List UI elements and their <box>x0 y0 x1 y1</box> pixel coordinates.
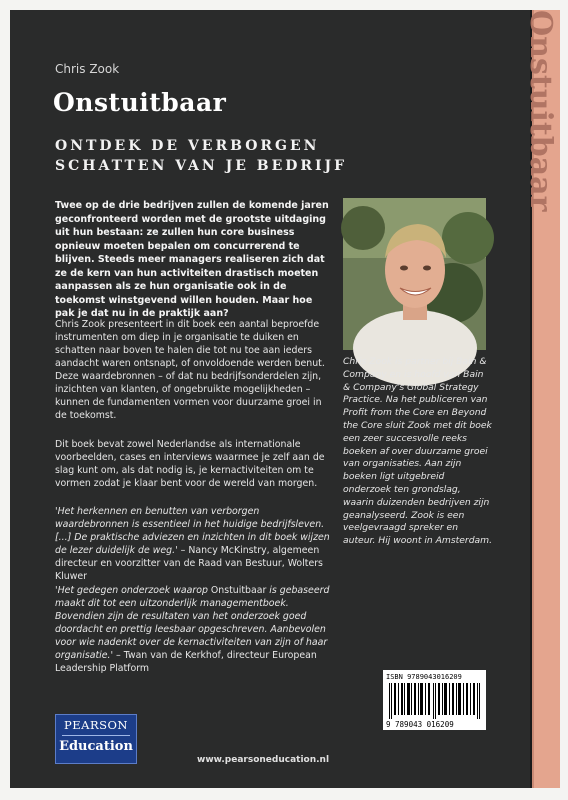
intro-paragraph: Twee op de drie bedrijven zullen de komende jaren geconfronteerd worden met de grootste uitdaging uit hun bestaan: ze zullen hun core business opnieuw moeten bepalen om concurrerend te blijven. Steeds meer managers realiseren zich dat ze de kern van hun activiteiten drastisch moeten aanpassen als ze hun organisatie ook in de toekomst winstgevend willen houden. Maar hoe pak je dat nu in de praktijk aan? <box>55 200 329 319</box>
description-paragraph: Chris Zook presenteert in dit boek een aantal beproefde instrumenten om diep in je organisatie te duiken en schatten naar boven te halen die tot nu toe aan ieders aandacht waren ontsnapt, of onvoldoende werden benut. Deze waardebronnen – of dat nu bedrijfsonderdelen zijn, inzichten van klanten, of ongebruikte mogelijkheden – kunnen de fundamenten vormen voor duurzame groei in de toekomst. <box>55 319 325 421</box>
pearson-logo-top: PEARSON <box>64 718 128 732</box>
pearson-logo <box>55 714 137 764</box>
isbn-label: ISBN 9789043016209 <box>386 673 462 681</box>
pearson-logo-bottom: Education <box>59 739 133 754</box>
book-subtitle <box>55 136 347 176</box>
barcode <box>383 670 486 730</box>
quote-book-title: Onstuitbaar <box>210 585 267 596</box>
subtitle-line-1: ONTDEK DE VERBORGEN <box>55 138 320 154</box>
author-bio: Chris Zook is partner bij Bain & Company en is hoofd van Bain & Company's Global Strategy Practice. Na het publiceren van Profit from the Core en Beyond the Core sluit Zook met dit boek een zeer succesvolle reeks boeken af over duurzame groei van organisaties. Aan zijn boeken ligt uitgebreid onderzoek ten grondslag, waarin duizenden bedrijven zijn geanalyseerd. Zook is een veelgevraagd spreker en auteur. Hij woont in Amsterdam. <box>343 356 493 547</box>
author-photo <box>343 198 486 350</box>
quote-attribution: – Twan van de Kerkhof, directeur European Leadership Platform <box>55 650 317 674</box>
quote-kerkhof <box>55 584 330 675</box>
author-portrait-illustration <box>343 198 486 350</box>
examples-paragraph: Dit boek bevat zowel Nederlandse als internationale voorbeelden, cases en interviews waarmee je zelf aan de slag kunt om, als dat nodig is, je kernactiviteiten om te vormen zodat je klaar bent voor de wereld van morgen. <box>55 439 325 489</box>
quote-mckinstry <box>55 505 330 583</box>
quote-text: 'Het gedegen onderzoek waarop <box>55 585 211 596</box>
barcode-digits: 9 789043 016209 <box>386 720 454 729</box>
quote-attribution: – Nancy McKinstry, algemeen directeur en voorzitter van de Raad van Bestuur, Wolters Kluwer <box>55 545 323 582</box>
author-name: Chris Zook <box>55 62 120 76</box>
spine-title: Onstuitbaar <box>523 10 558 212</box>
publisher-url[interactable]: www.pearsoneducation.nl <box>197 755 330 765</box>
quote-text-continued: is gebaseerd maakt dit tot een uitzonderlijk managementboek. Bovendien zijn de resultaten van het onderzoek goed doordacht en prettig leesbaar opgeschreven. Aanbevolen voor wie nadenkt over de kernactiviteiten van zijn of haar organisatie.' <box>55 585 330 661</box>
logo-divider <box>62 735 130 736</box>
book-title: Onstuitbaar <box>53 88 227 117</box>
subtitle-line-2: SCHATTEN VAN JE BEDRIJF <box>55 158 348 174</box>
barcode-bars <box>389 683 481 719</box>
quote-text: 'Het herkennen en benutten van verborgen waardebronnen is essentieel in het huidige bedrijfsleven. [...] De praktische adviezen en inzichten in dit boek wijzen de lezer duidelijk de weg.' <box>55 506 330 556</box>
